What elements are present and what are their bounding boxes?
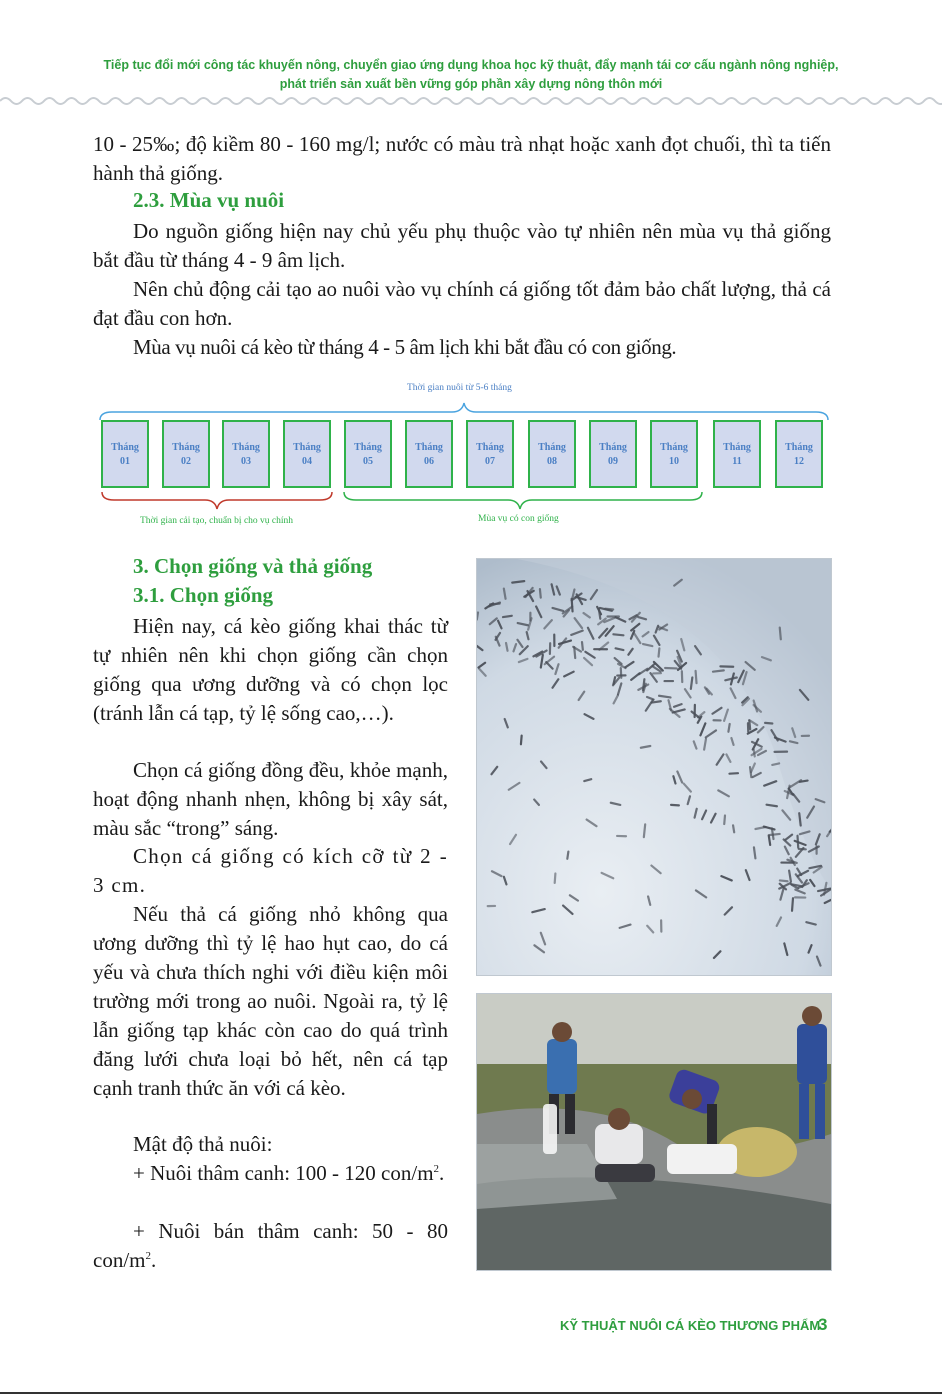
running-header-line1: Tiếp tục đổi mới công tác khuyến nông, chuyển giao ứng dụng khoa học kỹ thuật, đẩy mạnh tái cơ cấu ngành nông nghiệp, — [103, 58, 839, 72]
fish-fry — [582, 642, 583, 650]
fish-fry — [521, 736, 522, 745]
paragraph-seed-source: Hiện nay, cá kèo giống khai thác từ tự nhiên nên khi chọn giống cần chọn giống qua ương dưỡng và có chọn lọc (tránh lẫn cá tạp, tỷ lệ sống cao,…). — [93, 614, 448, 725]
right-brace — [344, 492, 702, 509]
fish-fry — [767, 805, 777, 807]
left-brace — [102, 492, 332, 509]
fish-fry — [733, 825, 734, 832]
page-number: 3 — [818, 1315, 828, 1334]
month-box-04: Tháng 04 — [283, 420, 331, 488]
fish-fry — [772, 763, 779, 764]
caption-preparation-period: Thời gian cải tạo, chuẩn bị cho vụ chính — [140, 516, 294, 526]
fish-fry — [503, 616, 512, 617]
fish-fry — [574, 647, 575, 658]
fish-fry — [506, 643, 507, 651]
paragraph-season-2: Nên chủ động cải tạo ao nuôi vào vụ chính cá giống tốt đảm bảo chất lượng, thả cá đạt đầu con hơn. — [93, 277, 831, 330]
heading-3: 3. Chọn giống và thả giống — [133, 554, 373, 578]
fish-fry — [769, 835, 770, 845]
paragraph-semi-intensive: + Nuôi bán thâm canh: 50 - 80 con/$m^2$. — [93, 1219, 448, 1272]
month-box-02: Tháng 02 — [162, 420, 210, 488]
fish-fry — [713, 670, 724, 671]
fish-fry — [696, 671, 697, 683]
fish-fry — [780, 628, 781, 640]
fish-fry — [691, 677, 692, 688]
heading-2-3: 2.3. Mùa vụ nuôi — [133, 188, 285, 212]
paragraph-seed-quality: Chọn cá giống đồng đều, khỏe mạnh, hoạt động nhanh nhẹn, không bị xây sát, màu sắc “trong” sáng. — [93, 758, 448, 840]
footer-book-title: KỸ THUẬT NUÔI CÁ KÈO THƯƠNG PHẨM — [560, 1318, 821, 1333]
header-wave-divider — [0, 93, 942, 107]
fish-fry — [659, 648, 660, 656]
fish-fry — [512, 581, 524, 582]
paragraph-salinity: 10 - 25‰; độ kiềm 80 - 160 mg/l; nước có màu trà nhạt hoặc xanh đọt chuối, thì ta tiến hành thả giống. — [93, 132, 831, 185]
paragraph-season-1: Do nguồn giống hiện nay chủ yếu phụ thuộc vào tự nhiên nên mùa vụ thả giống bắt đầu từ tháng 4 - 9 âm lịch. — [93, 219, 831, 272]
pond-scene-illustration — [477, 994, 831, 1270]
month-box-05: Tháng 05 — [344, 420, 392, 488]
month-box-07: Tháng 07 — [466, 420, 514, 488]
paragraph-seed-loss: Nếu thả cá giống nhỏ không qua ương dưỡng thì tỷ lệ hao hụt cao, do cá yếu và chưa thích nghi với điều kiện môi trường mới trong ao nuôi. Ngoài ra, tỷ lệ lẫn giống tạp khác còn cao do quá trình đăng lưới chưa loại bỏ hết, nên cá tạp cạnh tranh thức ăn với cá kèo. — [93, 902, 448, 1100]
caption-seed-season: Mùa vụ có con giống — [478, 514, 559, 524]
fish-fry — [599, 609, 600, 619]
fish-fry — [644, 824, 645, 837]
month-box-11: Tháng 11 — [713, 420, 761, 488]
paragraph-density: Mật độ thả nuôi: — [133, 1132, 273, 1156]
photo-releasing-seed-at-pond — [476, 993, 832, 1271]
month-box-09: Tháng 09 — [589, 420, 637, 488]
fish-fry-illustration — [477, 559, 831, 975]
fish-fry — [798, 836, 799, 848]
photo-fish-fry-basin — [476, 558, 832, 976]
fish-fry — [754, 847, 755, 858]
month-box-01: Tháng 01 — [101, 420, 149, 488]
fish-fry — [652, 701, 661, 702]
fish-fry — [613, 634, 623, 635]
month-box-10: Tháng 10 — [650, 420, 698, 488]
paragraph-seed-size: Chọn cá giống có kích cỡ từ 2 - 3 cm. — [93, 844, 448, 897]
fish-fry — [728, 724, 729, 732]
fish-fry — [780, 880, 788, 881]
fish-fry — [540, 589, 541, 597]
caption-growing-period: Thời gian nuôi từ 5-6 tháng — [407, 383, 512, 393]
month-box-08: Tháng 08 — [528, 420, 576, 488]
top-brace — [100, 403, 828, 420]
running-header-line2: phát triển sản xuất bền vững góp phần xây dựng nông thôn mới — [279, 77, 663, 91]
month-box-03: Tháng 03 — [222, 420, 270, 488]
paragraph-season-3: Mùa vụ nuôi cá kèo từ tháng 4 - 5 âm lịch khi bắt đầu có con giống. — [133, 335, 677, 359]
fish-fry — [792, 898, 793, 911]
paragraph-intensive: + Nuôi thâm canh: 100 - 120 con/$m^2$. — [133, 1161, 445, 1185]
bottom-rule — [0, 1392, 942, 1394]
fish-fry — [770, 834, 780, 835]
month-box-06: Tháng 06 — [405, 420, 453, 488]
month-box-12: Tháng 12 — [775, 420, 823, 488]
fish-fry — [567, 852, 568, 859]
fish-fry — [765, 723, 772, 724]
fish-fry — [799, 813, 800, 825]
fish-fry — [555, 873, 556, 882]
fish-fry — [477, 612, 478, 619]
fish-fry — [671, 805, 679, 806]
fish-fry — [724, 816, 725, 825]
heading-3-1: 3.1. Chọn giống — [133, 583, 274, 607]
